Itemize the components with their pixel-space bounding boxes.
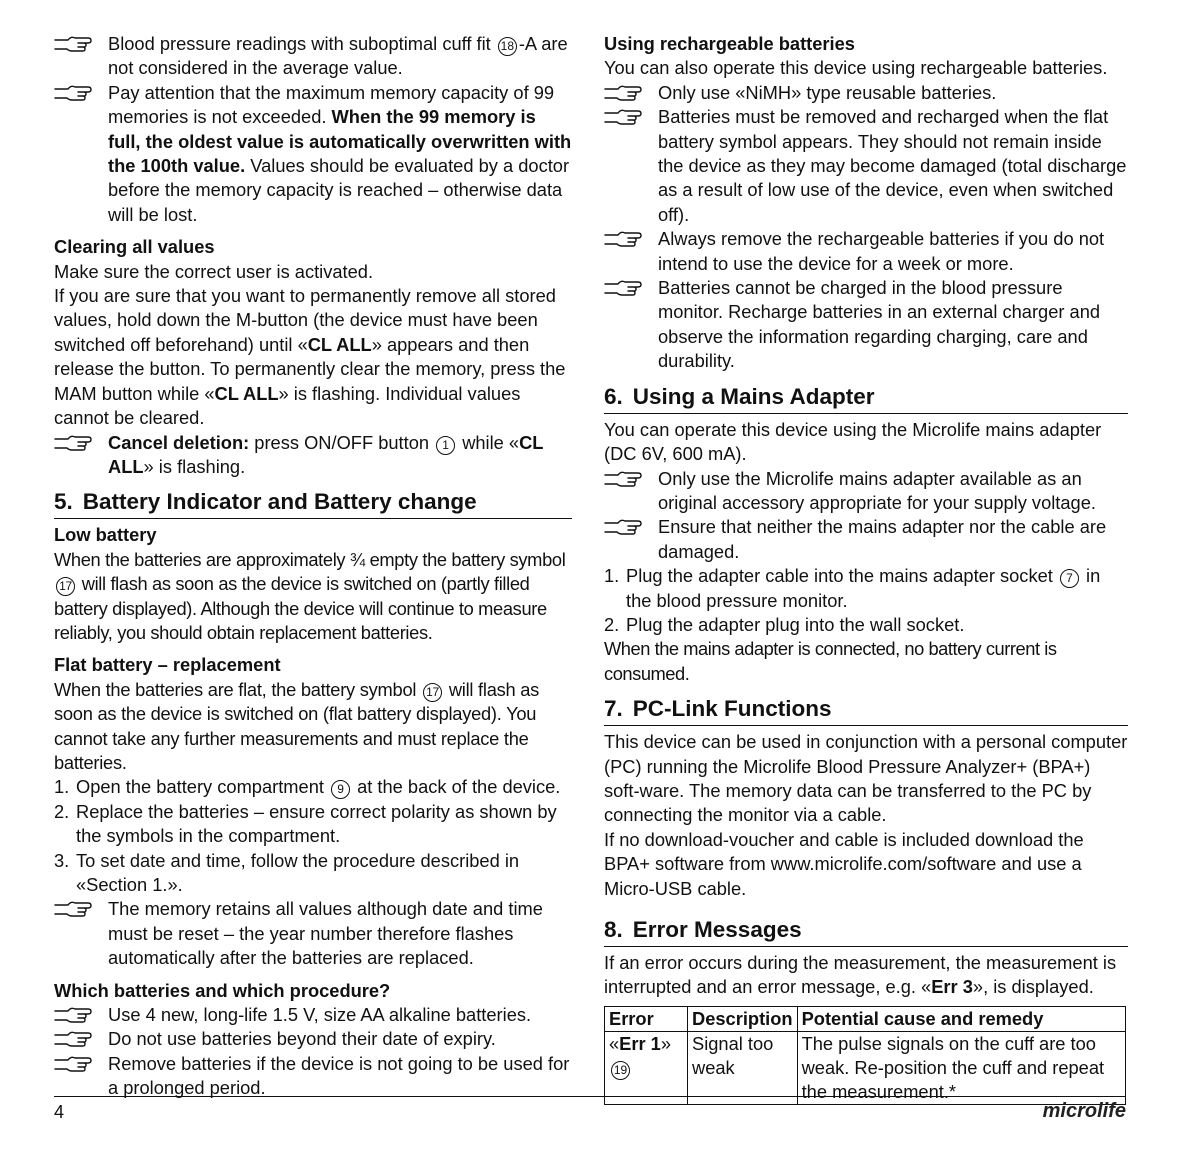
paragraph: You can operate this device using the Microlife mains adapter (DC 6V, 600 mA).: [604, 418, 1102, 465]
note-item: Always remove the rechargeable batteries if you do not intend to use the device for a week or more.: [604, 227, 1128, 276]
note-item: Use 4 new, long-life 1.5 V, size AA alkaline batteries.: [54, 1003, 572, 1027]
note-item: Remove batteries if the device is not going to be used for a prolonged period.: [54, 1052, 572, 1101]
list-item: 2. Replace the batteries – ensure correct polarity as shown by the symbols in the compartment.: [54, 800, 557, 847]
pointing-hand-icon: [604, 470, 644, 488]
pointing-hand-icon: [54, 1055, 94, 1073]
list-item: 2. Plug the adapter plug into the wall socket.: [604, 613, 965, 635]
pointing-hand-icon: [54, 434, 94, 452]
pointing-hand-icon: [54, 84, 94, 102]
table-header-row: [605, 1006, 1126, 1031]
table-row: [605, 1031, 1126, 1104]
paragraph: When the mains adapter is connected, no battery current is consumed.: [604, 638, 1057, 684]
note-cancel-deletion: Cancel deletion: press ON/OFF button 1 while «CL ALL» is flashing.: [54, 431, 572, 480]
paragraph: This device can be used in conjunction with a personal computer (PC) running the Microlife Blood Pressure Analyzer+ (BPA+) soft-ware. The memory data can be transferred to the PC by connecting the monitor via a cable.: [604, 731, 1128, 826]
right-column: [604, 32, 1128, 1105]
subheading-rechargeable: Using rechargeable batteries: [604, 33, 855, 54]
ref-circle: 1: [436, 436, 455, 455]
subheading-which-batteries: Which batteries and which procedure?: [54, 979, 391, 1001]
ref-circle: 19: [611, 1061, 630, 1080]
pointing-hand-icon: [604, 279, 644, 297]
paragraph: If you are sure that you want to permanently remove all stored values, hold down the M-button (the device must have been switched off beforehand) until «CL ALL» appears and then release the button. To permanently clear the memory, press the MAM button while «CL ALL» is flashing. Individual values cannot be cleared.: [54, 285, 566, 429]
ref-circle: 9: [331, 780, 350, 799]
error-code-cell: «Err 1» 19: [605, 1031, 688, 1104]
note-item: Ensure that neither the mains adapter nor the cable are damaged.: [604, 515, 1128, 564]
pointing-hand-icon: [54, 1006, 94, 1024]
pointing-hand-icon: [604, 518, 644, 536]
column-header: Potential cause and remedy: [797, 1006, 1125, 1031]
list-item: 3. To set date and time, follow the procedure described in «Section 1.».: [54, 849, 520, 895]
error-description-cell: Signal too weak: [688, 1031, 798, 1104]
page-number: 4: [54, 1102, 65, 1122]
ref-circle: 17: [423, 683, 442, 702]
paragraph: If no download-voucher and cable is included download the BPA+ software from www.microlife.com/software and use a Micro-USB cable.: [604, 828, 1084, 899]
section-heading-5: 5. Battery Indicator and Battery change: [54, 487, 572, 519]
ref-circle: 7: [1060, 569, 1079, 588]
ref-circle: 18: [498, 37, 517, 56]
error-remedy-cell: The pulse signals on the cuff are too weak. Re-position the cuff and repeat the measurement.*: [797, 1031, 1125, 1104]
paragraph: You can also operate this device using rechargeable batteries.: [604, 57, 1108, 79]
error-table: [604, 1006, 1126, 1105]
ref-circle: 17: [56, 577, 75, 596]
subheading-flat-battery: Flat battery – replacement: [54, 654, 281, 676]
paragraph: When the batteries are flat, the battery symbol 17 will flash as soon as the device is switched on (flat battery displayed). You cannot take any further measurements and must replace the batteries.: [54, 678, 540, 773]
footer-divider: [54, 1096, 1126, 1097]
note-item: Batteries must be removed and recharged when the flat battery symbol appears. They should not remain inside the device as they may become damaged (total discharge as a result of low use of the device, even when switched off).: [604, 105, 1128, 227]
note-item: Only use «NiMH» type reusable batteries.: [604, 81, 1128, 105]
note-average: Blood pressure readings with suboptimal cuff fit 18 -A are not considered in the average value.: [54, 32, 572, 81]
note-item: Do not use batteries beyond their date of expiry.: [54, 1027, 572, 1051]
note-memory-retains: The memory retains all values although date and time must be reset – the year number therefore flashes automatically after the batteries are replaced.: [54, 897, 572, 970]
pointing-hand-icon: [54, 35, 94, 53]
pointing-hand-icon: [604, 230, 644, 248]
column-header: Description: [688, 1006, 798, 1031]
column-header: Error: [605, 1006, 688, 1031]
paragraph: When the batteries are approximately ¾ empty the battery symbol 17 will flash as soon as the device is switched on (partly filled battery displayed). Although the device will continue to measure reliably, you should obtain replacement batteries.: [54, 548, 566, 643]
pointing-hand-icon: [54, 1030, 94, 1048]
section-heading-8: 8. Error Messages: [604, 915, 1128, 947]
note-item: Batteries cannot be charged in the blood pressure monitor. Recharge batteries in an external charger and observe the information regarding charging, care and durability.: [604, 276, 1128, 374]
subheading-low-battery: Low battery: [54, 524, 157, 546]
paragraph: Make sure the correct user is activated.: [54, 260, 374, 282]
note-item: Only use the Microlife mains adapter available as an original accessory appropriate for your supply voltage.: [604, 467, 1128, 516]
paragraph: If an error occurs during the measurement, the measurement is interrupted and an error message, e.g. «Err 3», is displayed.: [604, 952, 1117, 998]
left-column: [54, 32, 572, 1101]
pointing-hand-icon: [54, 900, 94, 918]
subheading-clearing: Clearing all values: [54, 236, 215, 258]
section-heading-6: 6. Using a Mains Adapter: [604, 382, 1128, 414]
list-item: 1. Open the battery compartment 9 at the back of the device.: [54, 776, 561, 798]
pointing-hand-icon: [604, 84, 644, 102]
list-item: 1. Plug the adapter cable into the mains adapter socket 7 in the blood pressure monitor.: [604, 565, 1101, 611]
brand-logo: microlife: [1042, 1100, 1126, 1122]
section-heading-7: 7. PC-Link Functions: [604, 694, 1128, 726]
note-memory-capacity: Pay attention that the maximum memory capacity of 99 memories is not exceeded. When the 99 memory is full, the oldest value is automatically overwritten with the 100th value. Values should be evaluated by a doctor before the memory capacity is reached – otherwise data will be lost.: [54, 81, 572, 227]
pointing-hand-icon: [604, 108, 644, 126]
